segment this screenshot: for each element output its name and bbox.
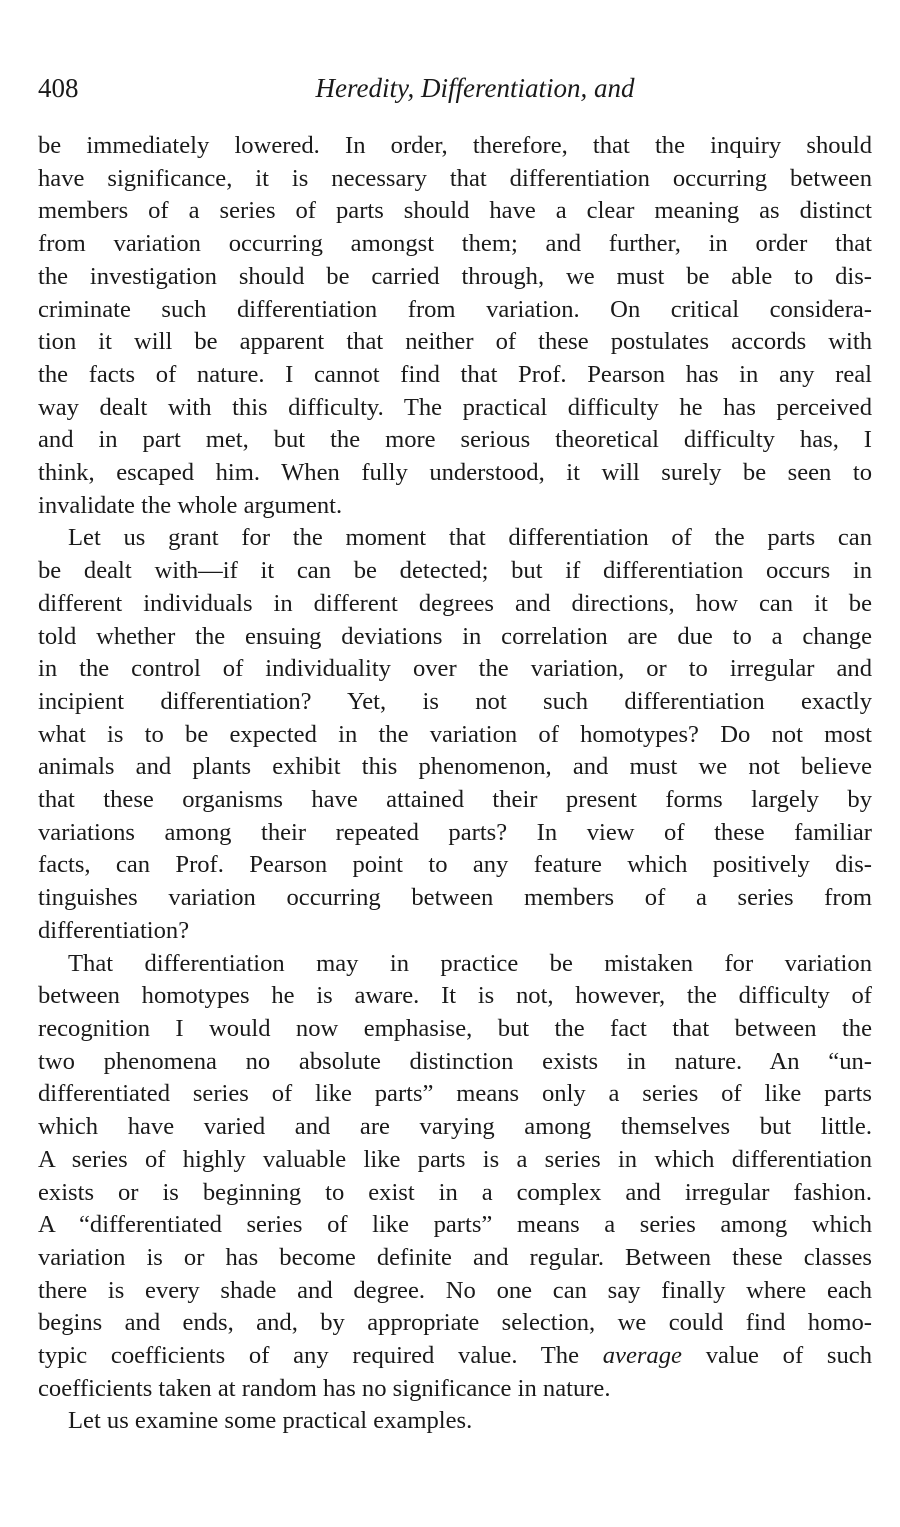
text-line: between homotypes he is aware. It is not, however, the difficulty of [38, 982, 872, 1010]
running-head [38, 66, 872, 110]
text-line: That differentiation may in practice be mistaken for variation [68, 949, 872, 977]
text-line: begins and ends, and, by appropriate selection, we could find homo- [38, 1309, 872, 1337]
text-line: different individuals in different degrees and directions, how can it be [38, 589, 872, 617]
text-line: recognition I would now emphasise, but the fact that between the [38, 1014, 872, 1042]
text-line: animals and plants exhibit this phenomenon, and must we not believe [38, 753, 872, 781]
paragraph-4 [38, 1405, 872, 1438]
text-line: be immediately lowered. In order, therefore, that the inquiry should [38, 132, 872, 159]
page-number: 408 [38, 73, 79, 103]
text-line: way dealt with this difficulty. The practical difficulty he has perceived [38, 393, 872, 421]
text-line: the investigation should be carried through, we must be able to dis- [38, 262, 872, 290]
text-line: and in part met, but the more serious theoretical difficulty has, I [38, 426, 872, 454]
text-segment: value of such [681, 1342, 872, 1370]
text-line: think, escaped him. When fully understood, it will surely be seen to [38, 459, 872, 487]
text-line: Let us grant for the moment that differentiation of the parts can [68, 524, 872, 552]
text-line: that these organisms have attained their present forms largely by [38, 786, 872, 814]
text-line: what is to be expected in the variation of homotypes? Do not most [38, 720, 872, 748]
text-line: invalidate the whole argument. [38, 491, 343, 519]
text-line: variations among their repeated parts? In view of these familiar [38, 818, 872, 846]
paragraph-1 [38, 130, 872, 522]
text-line: facts, can Prof. Pearson point to any feature which positively dis- [38, 851, 872, 879]
text-line: have significance, it is necessary that differentiation occurring between [38, 164, 872, 192]
paragraph-2 [38, 522, 872, 947]
text-line: coefficients taken at random has no significance in nature. [38, 1374, 611, 1402]
text-line: incipient differentiation? Yet, is not such differentiation exactly [38, 687, 872, 715]
text-line: A series of highly valuable like parts is a series in which differentiation [38, 1145, 872, 1173]
text-line: be dealt with—if it can be detected; but if differentiation occurs in [38, 557, 872, 585]
text-line: exists or is beginning to exist in a complex and irregular fashion. [38, 1178, 872, 1206]
text-line: differentiated series of like parts” means only a series of like parts [38, 1080, 872, 1108]
body-text [38, 130, 872, 1438]
paragraph-3 [38, 948, 872, 1406]
text-line: members of a series of parts should have a clear meaning as distinct [38, 197, 872, 225]
text-line: which have varied and are varying among themselves but little. [38, 1113, 872, 1141]
text-line: tion it will be apparent that neither of these postulates accords with [38, 328, 872, 356]
text-line: in the control of individuality over the variation, or to irregular and [38, 655, 872, 683]
book-page [38, 66, 872, 1438]
text-line: told whether the ensuing deviations in correlation are due to a change [38, 622, 872, 650]
text-line: there is every shade and degree. No one can say finally where each [38, 1276, 872, 1304]
text-line: A “differentiated series of like parts” means a series among which [38, 1211, 872, 1239]
running-title: Heredity, Differentiation, and [315, 73, 635, 103]
text-line: differentiation? [38, 916, 190, 944]
text-line: from variation occurring amongst them; and further, in order that [38, 230, 872, 258]
text-line: variation is or has become definite and regular. Between these classes [38, 1243, 872, 1271]
text-segment: typic coefficients of any required value. The [38, 1342, 603, 1370]
text-line [38, 1340, 872, 1373]
text-line: two phenomena no absolute distinction exists in nature. An “un- [38, 1047, 872, 1075]
emphasized-word: average [602, 1342, 682, 1370]
text-line: tinguishes variation occurring between members of a series from [38, 884, 872, 912]
text-line: the facts of nature. I cannot find that Prof. Pearson has in any real [38, 360, 872, 388]
text-line: criminate such differentiation from variation. On critical considera- [38, 295, 872, 323]
text-line: Let us examine some practical examples. [68, 1407, 473, 1435]
